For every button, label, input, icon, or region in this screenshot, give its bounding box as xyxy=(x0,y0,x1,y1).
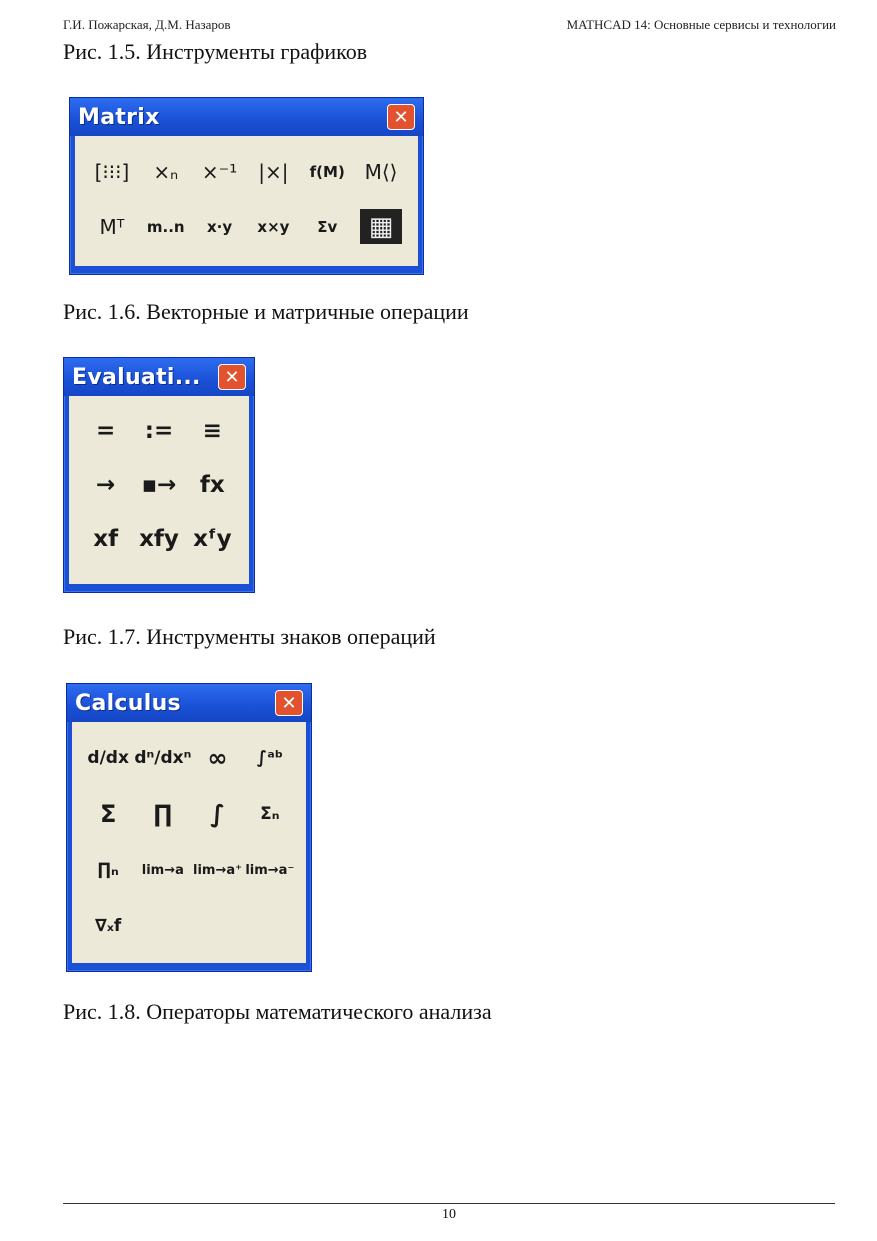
determinant-button[interactable]: |×| xyxy=(258,159,289,184)
page-number: 10 xyxy=(442,1207,456,1222)
global-definition-button[interactable]: ≡ xyxy=(202,418,222,444)
calculus-toolbar xyxy=(66,683,312,972)
evaluation-toolbar-body xyxy=(69,396,249,584)
treefix-operator-button[interactable]: xᶠy xyxy=(193,526,232,552)
evaluate-button[interactable]: = xyxy=(96,418,116,444)
range-product-button[interactable]: ∏ₙ xyxy=(97,860,119,880)
matrix-subscript-button[interactable]: ×ₙ xyxy=(153,159,179,184)
header-authors: Г.И. Пожарская, Д.М. Назаров xyxy=(63,17,231,32)
range-variable-button[interactable]: m..n xyxy=(146,217,185,236)
right-limit-button[interactable]: lim→a⁺ xyxy=(193,862,242,878)
summation-button[interactable]: Σ xyxy=(99,800,117,828)
caption-fig-1-7: Рис. 1.7. Инструменты знаков операций xyxy=(63,624,436,649)
calculus-toolbar-body xyxy=(72,722,306,963)
matrix-toolbar-titlebar[interactable] xyxy=(70,98,423,136)
gradient-button[interactable]: ∇ₓf xyxy=(95,916,122,936)
derivative-button[interactable]: d/dx xyxy=(87,748,129,768)
evaluation-toolbar xyxy=(63,357,255,593)
indefinite-integral-button[interactable]: ∫ xyxy=(210,800,225,828)
cross-product-button[interactable]: x×y xyxy=(257,217,290,236)
infinity-button[interactable]: ∞ xyxy=(207,744,228,772)
range-summation-button[interactable]: Σₙ xyxy=(260,804,280,824)
footer-rule xyxy=(63,1203,835,1204)
product-button[interactable]: ∏ xyxy=(153,800,173,828)
evaluation-toolbar-titlebar[interactable] xyxy=(64,358,254,396)
picture-icon[interactable]: ▦ xyxy=(360,209,402,244)
evaluation-toolbar-title: Evaluati... xyxy=(72,364,201,390)
nth-derivative-button[interactable]: dⁿ/dxⁿ xyxy=(134,748,192,768)
infix-operator-button[interactable]: xfy xyxy=(139,526,179,552)
insert-matrix-button[interactable]: [⁝⁝⁝] xyxy=(94,159,130,184)
postfix-operator-button[interactable]: xf xyxy=(93,526,119,552)
vector-sum-button[interactable]: Σv xyxy=(317,217,338,236)
prefix-operator-button[interactable]: fx xyxy=(199,472,225,498)
keyword-evaluation-button[interactable]: ▪→ xyxy=(141,472,177,498)
matrix-toolbar-body xyxy=(75,136,418,266)
inverse-button[interactable]: ×⁻¹ xyxy=(201,159,238,184)
symbolic-evaluation-button[interactable]: → xyxy=(96,472,116,498)
calculus-toolbar-title: Calculus xyxy=(75,690,181,716)
left-limit-button[interactable]: lim→a⁻ xyxy=(245,862,295,878)
dot-product-button[interactable]: x·y xyxy=(206,217,233,236)
caption-fig-1-5: Рис. 1.5. Инструменты графиков xyxy=(63,39,368,64)
two-sided-limit-button[interactable]: lim→a xyxy=(141,862,184,878)
close-icon[interactable]: ✕ xyxy=(218,364,246,390)
definition-button[interactable]: := xyxy=(144,418,174,444)
caption-fig-1-6: Рис. 1.6. Векторные и матричные операции xyxy=(63,299,469,324)
header-book-title: MATHCAD 14: Основные сервисы и технологии xyxy=(566,17,836,32)
close-icon[interactable]: ✕ xyxy=(275,690,303,716)
matrix-transpose-button[interactable]: Mᵀ xyxy=(99,214,125,239)
matrix-column-button[interactable]: M⟨⟩ xyxy=(364,159,398,184)
close-icon[interactable]: ✕ xyxy=(387,104,415,130)
caption-fig-1-8: Рис. 1.8. Операторы математического анализа xyxy=(63,999,492,1024)
calculus-toolbar-titlebar[interactable] xyxy=(67,684,311,722)
matrix-toolbar xyxy=(69,97,424,275)
matrix-toolbar-title: Matrix xyxy=(78,104,160,130)
definite-integral-button[interactable]: ∫ᵃᵇ xyxy=(256,748,283,768)
vectorize-button[interactable]: f(M) xyxy=(309,162,345,181)
